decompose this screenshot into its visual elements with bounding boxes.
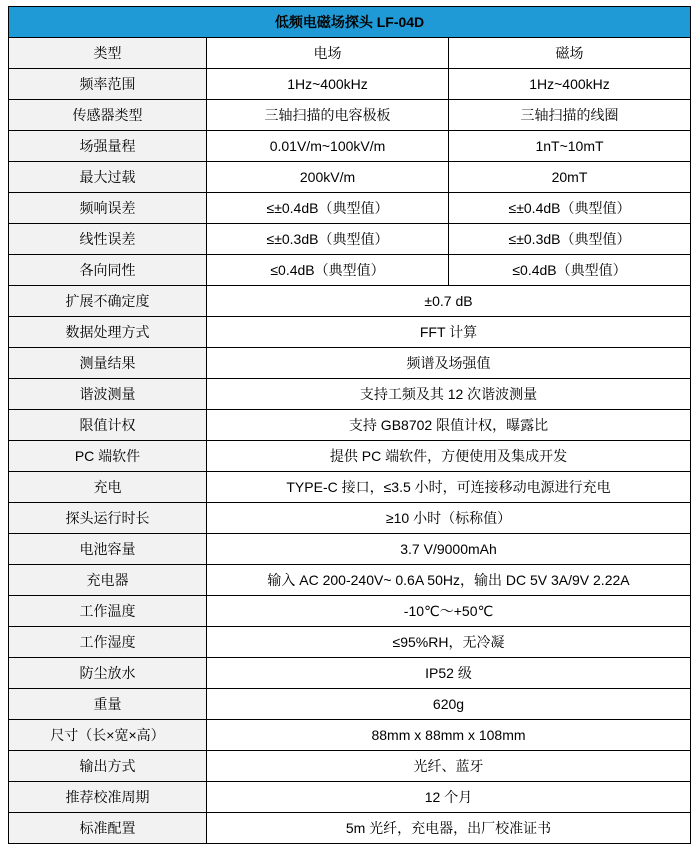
magnetic-value: 20mT: [449, 162, 691, 193]
table-row: [9, 720, 691, 751]
row-label: 探头运行时长: [9, 503, 207, 534]
table-row: [9, 69, 691, 100]
table-row: [9, 379, 691, 410]
electric-value: ≤±0.4dB（典型值）: [207, 193, 449, 224]
table-row: [9, 100, 691, 131]
table-row: [9, 472, 691, 503]
row-value: ≤95%RH，无冷凝: [207, 627, 691, 658]
row-value: TYPE-C 接口，≤3.5 小时，可连接移动电源进行充电: [207, 472, 691, 503]
header-label: 类型: [9, 38, 207, 69]
row-label: 重量: [9, 689, 207, 720]
row-label: 测量结果: [9, 348, 207, 379]
row-label: 线性误差: [9, 224, 207, 255]
title-row: [9, 7, 691, 38]
row-label: 限值计权: [9, 410, 207, 441]
row-label: 扩展不确定度: [9, 286, 207, 317]
row-label: 频率范围: [9, 69, 207, 100]
electric-value: 1Hz~400kHz: [207, 69, 449, 100]
header-magnetic: 磁场: [449, 38, 691, 69]
table-row: [9, 162, 691, 193]
row-label: 谐波测量: [9, 379, 207, 410]
row-label: 输出方式: [9, 751, 207, 782]
table-row: [9, 255, 691, 286]
row-value: 输入 AC 200-240V~ 0.6A 50Hz，输出 DC 5V 3A/9V 2.22A: [207, 565, 691, 596]
row-label: 传感器类型: [9, 100, 207, 131]
table-row: [9, 782, 691, 813]
row-label: 电池容量: [9, 534, 207, 565]
row-label: 各向同性: [9, 255, 207, 286]
table-row: [9, 441, 691, 472]
table-row: [9, 534, 691, 565]
row-label: PC 端软件: [9, 441, 207, 472]
row-value: 5m 光纤，充电器，出厂校准证书: [207, 813, 691, 844]
table-row: [9, 503, 691, 534]
table-row: [9, 224, 691, 255]
row-label: 充电: [9, 472, 207, 503]
table-row: [9, 751, 691, 782]
row-value: ±0.7 dB: [207, 286, 691, 317]
table-row: [9, 689, 691, 720]
row-label: 最大过载: [9, 162, 207, 193]
row-label: 场强量程: [9, 131, 207, 162]
spec-body: [9, 38, 691, 844]
header-row: [9, 38, 691, 69]
row-value: 光纤、蓝牙: [207, 751, 691, 782]
row-label: 工作湿度: [9, 627, 207, 658]
row-label: 标准配置: [9, 813, 207, 844]
row-label: 尺寸（长×宽×高）: [9, 720, 207, 751]
table-row: [9, 286, 691, 317]
table-row: [9, 813, 691, 844]
magnetic-value: ≤±0.3dB（典型值）: [449, 224, 691, 255]
table-title: 低频电磁场探头 LF-04D: [9, 7, 691, 38]
table-row: [9, 565, 691, 596]
table-row: [9, 627, 691, 658]
row-label: 频响误差: [9, 193, 207, 224]
row-value: FFT 计算: [207, 317, 691, 348]
electric-value: 三轴扫描的电容极板: [207, 100, 449, 131]
table-row: [9, 348, 691, 379]
row-label: 数据处理方式: [9, 317, 207, 348]
magnetic-value: 三轴扫描的线圈: [449, 100, 691, 131]
magnetic-value: 1Hz~400kHz: [449, 69, 691, 100]
row-value: 提供 PC 端软件，方便使用及集成开发: [207, 441, 691, 472]
table-row: [9, 317, 691, 348]
row-value: ≥10 小时（标称值）: [207, 503, 691, 534]
row-label: 充电器: [9, 565, 207, 596]
spec-table: [8, 6, 691, 844]
electric-value: 200kV/m: [207, 162, 449, 193]
electric-value: 0.01V/m~100kV/m: [207, 131, 449, 162]
row-value: 620g: [207, 689, 691, 720]
magnetic-value: 1nT~10mT: [449, 131, 691, 162]
electric-value: ≤0.4dB（典型值）: [207, 255, 449, 286]
row-value: 12 个月: [207, 782, 691, 813]
table-row: [9, 131, 691, 162]
table-row: [9, 658, 691, 689]
row-label: 防尘放水: [9, 658, 207, 689]
row-value: 支持工频及其 12 次谐波测量: [207, 379, 691, 410]
row-value: 3.7 V/9000mAh: [207, 534, 691, 565]
row-value: 88mm x 88mm x 108mm: [207, 720, 691, 751]
header-electric: 电场: [207, 38, 449, 69]
electric-value: ≤±0.3dB（典型值）: [207, 224, 449, 255]
table-row: [9, 596, 691, 627]
magnetic-value: ≤±0.4dB（典型值）: [449, 193, 691, 224]
row-value: -10℃～+50℃: [207, 596, 691, 627]
row-value: IP52 级: [207, 658, 691, 689]
magnetic-value: ≤0.4dB（典型值）: [449, 255, 691, 286]
row-value: 支持 GB8702 限值计权，曝露比: [207, 410, 691, 441]
row-label: 工作温度: [9, 596, 207, 627]
table-row: [9, 193, 691, 224]
table-row: [9, 410, 691, 441]
row-label: 推荐校准周期: [9, 782, 207, 813]
row-value: 频谱及场强值: [207, 348, 691, 379]
